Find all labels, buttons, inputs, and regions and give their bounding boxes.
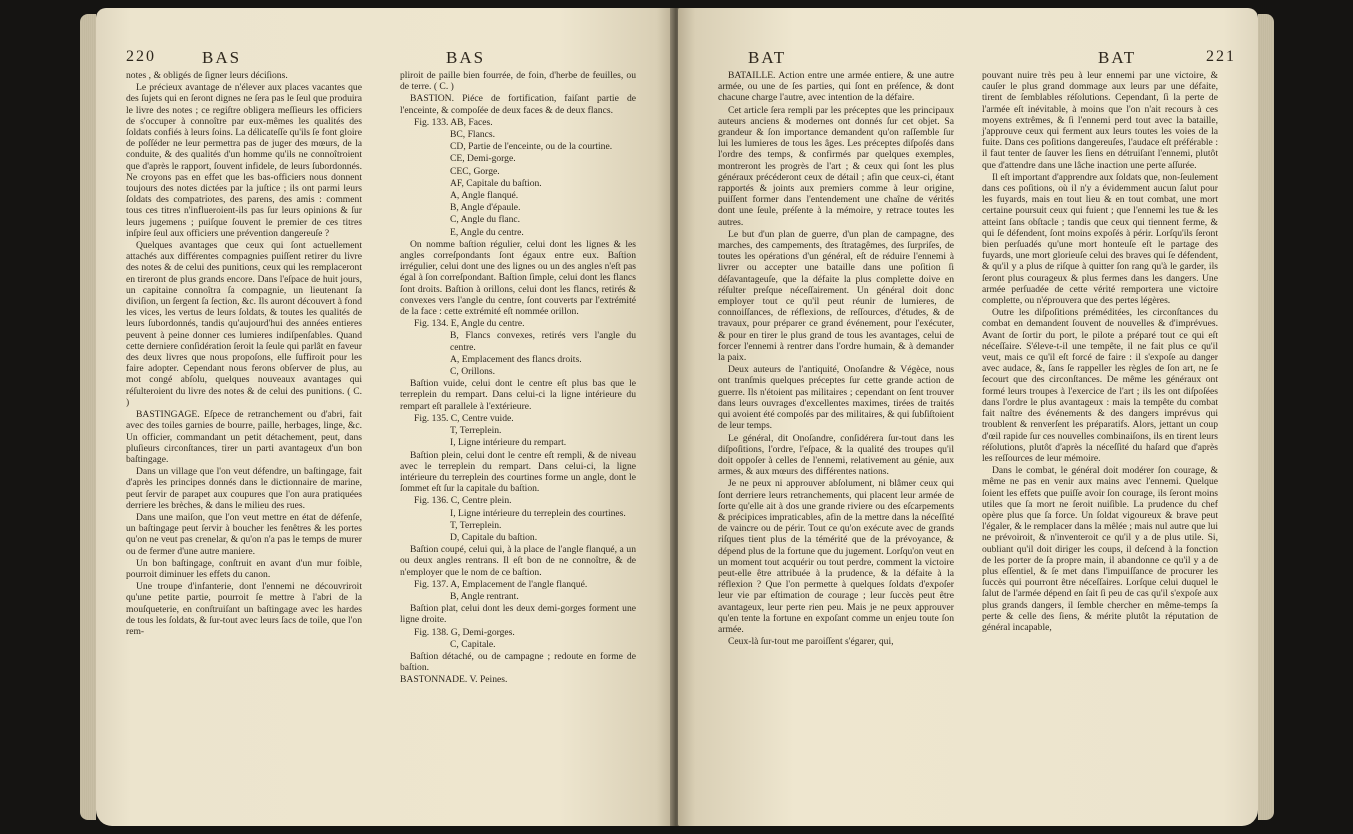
paragraph: pouvant nuire très peu à leur ennemi par une victoire, & cauſer le plus grand dommage aux leurs par une défaite, tirent de ſemblables réſolutions. Cependant, ſi la perte de l'armée eſt inévitable, à moins que l'on n'ait recours à ces moyens extrêmes, & ſi l'ennemi perd tout avec la bataille, j'approuve ceux qui ferment aux leurs toutes les voies de la fuite. Dans ces poſitions dangereuſes, l'audace eſt préférable : il faut tenter de ſauver les ſiens en détruiſant l'ennemi, plutôt que d'attendre dans une lâche inaction une perte aſſurée. (982, 70, 1218, 171)
paragraph: Dans un village que l'on veut défendre, un baſtingage, fait d'après les principes donnés dans le dictionnaire de marine, peut ſervir de parapet aux coupures que l'on aura pratiquées derriere les brèches, & dans le milieu des rues. (126, 466, 362, 511)
paragraph: Outre les diſpoſitions préméditées, les circonſtances du combat en demandent ſouvent de nouvelles & d'imprévues. Avant de ſortir du port, le pilote a préparé tout ce qui eſt néceſſaire. S'éleve-t-il une tempête, il ne fait plus ce qu'il veut, mais ce qu'il eſt forcé de faire : il s'expoſe au danger avec audace, &, ſans ſe rappeller les règles de ſon art, ne ſe ſecourt que des circonſtances. De même les généraux ont formé leurs troupes à l'exercice de l'art ; ils les ont diſpoſées dans l'ordre le plus avantageux : mais la tempête du combat fait naître des événements & des dangers imprévus qui troublent & renverſent les préparatifs. Alors, jettant un coup d'œil rapide ſur ces nouvelles combinaiſons, ils en tirent leurs réſolutions, plutôt d'après la néceſſité du haſard que d'après les reſſources de leur mémoire. (982, 307, 1218, 464)
figure-item: C, Angle du flanc. (450, 214, 521, 226)
paragraph: Baſtion coupé, celui qui, à la place de l'angle flanqué, a un ou deux angles rentrans. Il eſt bon de ne connoître, & de n'employer que le nom de ce baſtion. (400, 544, 636, 578)
figure-item: D, Capitale du baſtion. (450, 531, 538, 543)
left-running-head-2: BAS (446, 48, 486, 67)
paragraph: pliroit de paille bien fourrée, de foin, d'herbe de feuilles, ou de terre. ( C. ) (400, 70, 636, 93)
paragraph: BATAILLE. Action entre une armée entiere, & une autre armée, ou une de ſes parties, qui ſont en préſence, & dont chacune charge l'autre, avec intention de la défaire. (718, 70, 954, 104)
figure-item: B, Angle rentrant. (450, 590, 519, 602)
paragraph: Un bon baſtingage, conſtruit en avant d'un mur foible, pourroit diminuer les effets du canon. (126, 557, 362, 580)
figure-item: CEC, Gorge. (450, 165, 500, 177)
right-column-2 (982, 70, 1218, 634)
figure-item: T, Terreplein. (450, 519, 502, 531)
paragraph: Baſtion vuide, celui dont le centre eſt plus bas que le terreplein du rempart. Dans celui-ci la ligne intérieure du rempart eſt parallele à l'extérieure. (400, 378, 636, 412)
paragraph: Le général, dit Onoſandre, conſidérera ſur-tout dans les diſpoſitions, l'ordre, l'eſpace, & la qualité des troupes qu'il doit oppoſer à celles de l'ennemi, relativement au génie, aux armes, & aux mœurs des différentes nations. (718, 432, 954, 478)
figure-item: B, Angle d'épaule. (450, 202, 521, 214)
paragraph: Je ne peux ni approuver abſolument, ni blâmer ceux qui ſont derriere leurs retranchements, qui placent leur armée de ſorte qu'elle ait à dos une grande riviere ou des eſcarpements & précipices impraticables, afin de la mettre dans la néceſſité de vaincre ou de périr. Tout ce qu'on exécute avec de grands riſques tient plus de la témérité que de la prévoyance, & dépend plus de la fortune que du jugement. Lorſqu'on veut en un moment tout acquérir ou tout perdre, comment la victoire peut-elle être attribuée à la prudence, & la défaite à la réflexion ? Que l'on permette à quelques ſoldats d'expoſer leur vie par eſtimation de courage ; leur ſuccès peut être avantageux, leur perte rien peu. Mais je ne peux approuver qu'en tente la fortune en expoſant comme un enjeu toute ſon armée. (718, 478, 954, 635)
figure-item: A, Emplacement des flancs droits. (450, 353, 582, 365)
right-column-1 (718, 70, 954, 648)
left-column-1 (126, 70, 362, 638)
page-edges-right (1258, 14, 1274, 820)
left-page (96, 8, 674, 826)
figure-caption: Fig. 137. A, Emplacement de l'angle flanqué. (414, 578, 588, 590)
paragraph: BASTION. Piéce de fortification, faiſant partie de l'enceinte, & compoſée de deux faces & de deux flancs. (400, 93, 636, 116)
page-edges-left (80, 14, 96, 820)
paragraph: Ceux-là ſur-tout me paroiſſent s'égarer, qui, (728, 636, 894, 648)
paragraph: Quelques avantages que ceux qui ſont actuellement attachés aux différentes compagnies puiſſent retirer du livre des notes & de celui des punitions, ceux qui les remplaceront en tireront de plus grands encore. Dans l'eſpace de huit jours, un capitaine connoîtra ſa compagnie, un lieutenant ſa diviſion, un ſergent ſa ſection, &c. Ils auront découvert à fond les vices, les vertus de leurs ſoldats, & toutes les qualités de leurs ſubordonnés, tandis qu'aujourd'hui des années entieres peuvent à peine donner ces lumieres indiſpenſables. Quand cette derniere conſidération ſeroit la ſeule qui parlât en faveur des deux livres que nous propoſons, elle ſuffiroit pour les faire adopter. Cependant nous ferons obſerver de plus, au mot congé abſolu, quelques nouveaux avantages qui réſulteroient du livre des notes & de celui des punitions. ( C. ) (126, 240, 362, 408)
paragraph: notes , & obligés de ſigner leurs déciſions. (126, 70, 288, 81)
figure-item: I, Ligne intérieure du rempart. (450, 437, 567, 449)
figure-caption: Fig. 138. G, Demi-gorges. (414, 626, 515, 638)
left-running-head-1: BAS (202, 48, 242, 67)
paragraph: BASTINGAGE. Eſpece de retranchement ou d'abri, fait avec des toiles garnies de bourre, paille, herbages, linge, &c. Un officier, commandant un petit détachement, peut, dans pluſieurs circonſtances, tirer un parti avantageux d'un bon baſtingage. (126, 409, 362, 465)
paragraph: On nomme baſtion régulier, celui dont les lignes & les angles correſpondants ſont égaux entre eux. Baſtion irrégulier, celui dont une des lignes ou un des angles n'eſt pas égal à ſon correſpondant. Baſtion ſimple, celui dont les flancs ſont droits. Baſtion à orillons, celui dont les flancs, retirés & convexes vers l'angle du centre, ſont couverts par l'extrémité de la face : cette extrémité eſt nommée orillon. (400, 238, 636, 318)
figure-item: B, Flancs convexes, retirés vers l'angle du centre. (450, 330, 636, 353)
figure-item: E, Angle du centre. (450, 226, 524, 238)
figure-item: C, Capitale. (450, 638, 496, 650)
paragraph: Cet article ſera rempli par les préceptes que les principaux auteurs anciens & modernes ont donnés ſur cet objet. Sa grandeur & ſon importance demandent qu'on raſſemble ſur lui les lumieres de tous les âges. Les préceptes diſpoſés dans l'ordre des temps, & confirmés par quelques exemples, montreront les progrès de l'art ; & ceux qui ſont les plus généraux précéderont ceux de détail ; afin que ceux-ci, étant rapportés & joints aux premiers comme à leur origine, puiſſent former dans l'entendement une chaîne de vérités dont une ſeule, préſente à la mémoire, y retrace toutes les autres. (718, 104, 954, 228)
figure-item: T, Terreplein. (450, 425, 502, 437)
figure-caption: Fig. 134. E, Angle du centre. (414, 318, 525, 330)
paragraph: BASTONNADE. V. Peines. (400, 674, 508, 686)
paragraph: Le précieux avantage de n'élever aux places vacantes que des ſujets qui en ſeront dignes ne ſera pas le ſeul que produira le livre des notes ; ce regiſtre obligera meſſieurs les officiers de s'occuper à connoître par eux-mêmes les qualités des ſoldats confiés à leurs ſoins. La délicateſſe qu'ils ſe font gloire de poſſéder ne leur permettra pas de juger des mœurs, de la conduite, & des qualités d'un homme qu'ils ne connoîtroient que d'après le rapport, ſouvent infidele, de leurs ſubordonnés. Ne croyons pas en effet que les bas-officiers nous donnent toujours des notes dictées par la juſtice ; ils ont parmi leurs ſoldats des compatriotes, des parens, des amis : comment tous ces titres n'influeroient-ils pas ſur leurs opinions & ſur leurs jugemens ; puiſque ſouvent le premier de ces titres inſpire ſeul aux officiers une prévention dangereuſe ? (126, 82, 362, 239)
paragraph: Dans une maiſon, que l'on veut mettre en état de défenſe, un baſtingage peut ſervir à boucher les fenêtres & les portes qu'on ne veut pas crenelar, & qu'on n'a pas le temps de murer ou de fermer d'une autre maniere. (126, 511, 362, 557)
paragraph: Il eſt important d'apprendre aux ſoldats que, non-ſeulement dans ces poſitions, où il n'y a évidemment aucun ſalut pour les fuyards, mais en tout lieu & en tout combat, une mort certaine poursuit ceux qui fuient ; que l'ennemi les tue & les atteint ſans obſtacle ; tandis que ceux qui tiennent ferme, & qui ſe défendent, ſont moins expoſés à périr. Lorſqu'ils ſeront bien perſuadés qu'une mort honteuſe eſt le partage des fuyards, une mort glorieuſe celui des braves qui ſe défendent, & qu'il y a plus de riſque à quitter ſon rang qu'à le garder, ils ſeront plus courageux & plus fermes dans les dangers. Une armée perſuadée de cette vérité remportera une victoire complette, ou n'éprouvera que des pertes légères. (982, 171, 1218, 307)
paragraph: Une troupe d'infanterie, dont l'ennemi ne découvriroit qu'une petite partie, pourroit ſe mettre à l'abri de la mouſqueterie, en conſtruiſant un baſtingage avec les hardes de tous les ſoldats, & ſur-tout avec leurs ſacs de toile, que l'on rem- (126, 581, 362, 637)
figure-item: AF, Capitale du baſtion. (450, 177, 542, 189)
paragraph: Baſtion plein, celui dont le centre eſt rempli, & de niveau avec le terreplein du rempart. Dans celui-ci, la ligne intérieure du terreplein des courtines forme un angle, dont le ſommet eſt ſur la capitale du baſtion. (400, 449, 636, 495)
right-page (678, 8, 1258, 826)
paragraph: Baſtion détaché, ou de campagne ; redoute en forme de baſtion. (400, 650, 636, 674)
figure-item: CD, Partie de l'enceinte, ou de la courtine. (450, 141, 613, 153)
paragraph: Le but d'un plan de guerre, d'un plan de campagne, des marches, des campements, des ſtratagêmes, des ſurpriſes, de toutes les opérations d'un général, eſt de réduire l'ennemi à livrer ou accepter une bataille dans une poſition ſi déſavantageuſe, que la défaite la plus complette doive en réſulter preſque néceſſairement. Un général doit donc employer tout ce qu'il peut réunir de lumieres, de connoiſſances, de réflexions, de reſſources, d'études, & de travaux, pour préparer ce grand événement, pour l'exécuter, & pour en tirer le plus grand de tous les avantages, celui de forcer l'ennemi à rentrer dans l'ordre humain, & à demander la paix. (718, 228, 954, 364)
figure-caption: Fig. 135. C, Centre vuide. (414, 412, 514, 424)
left-page-number: 220 (126, 48, 156, 65)
figure-item: BC, Flancs. (450, 129, 496, 141)
paragraph: Deux auteurs de l'antiquité, Onoſandre & Végèce, nous ont tranſmis quelques préceptes ſur cette grande action de guerre. Ils n'étoient pas militaires ; cependant on ſent trouver dans leurs ouvrages d'excellentes maximes, tirées de traités qui avoient été compoſés par des militaires, & qui ſubſiſtoient de leur temps. (718, 364, 954, 432)
left-column-2 (400, 70, 636, 687)
right-running-head-2: BAT (1098, 48, 1137, 67)
figure-item: C, Orillons. (450, 366, 496, 378)
right-running-head-1: BAT (748, 48, 787, 67)
paragraph: Baſtion plat, celui dont les deux demi-gorges forment une ligne droite. (400, 603, 636, 626)
right-page-number: 221 (1206, 48, 1236, 65)
figure-item: CE, Demi-gorge. (450, 153, 516, 165)
paragraph: Dans le combat, le général doit modérer ſon courage, & même ne pas en venir aux mains avec l'ennemi. Quelque ſoient les effets que puiſſe avoir ſon courage, ils ſeront moins utiles que ſa mort ne ſeroit nuiſible. La prudence du chef opère plus que ſa force. Un ſoldat vigoureux & brave peut l'égaler, & le remplacer dans la mêlée ; mais nul autre que lui ne prévoiroit, & n'inventeroit ce qu'il y a de plus utile. Si, oubliant qu'il doit diriger les coups, il deſcend à la fonction de les porter de ſa propre main, il abandonne ce qu'il y a de plus eſſentiel, & ſe met dans l'impuiſſance de procurer les ſuccès qui pourront être néceſſaires. Lorſque celui duquel le ſalut de l'armée dépend en ſait ſi peu de cas qu'il s'expoſe aux plus grands dangers, il ſemble chercher en même-temps ſa perte & celle des ſiens, & mérite plutôt la réputation de général incapable, (982, 465, 1218, 633)
figure-caption: Fig. 133. AB, Faces. (414, 116, 493, 128)
figure-caption: Fig. 136. C, Centre plein. (414, 495, 512, 507)
figure-item: A, Angle flanqué. (450, 190, 519, 202)
figure-item: I, Ligne intérieure du terreplein des courtines. (450, 507, 626, 519)
